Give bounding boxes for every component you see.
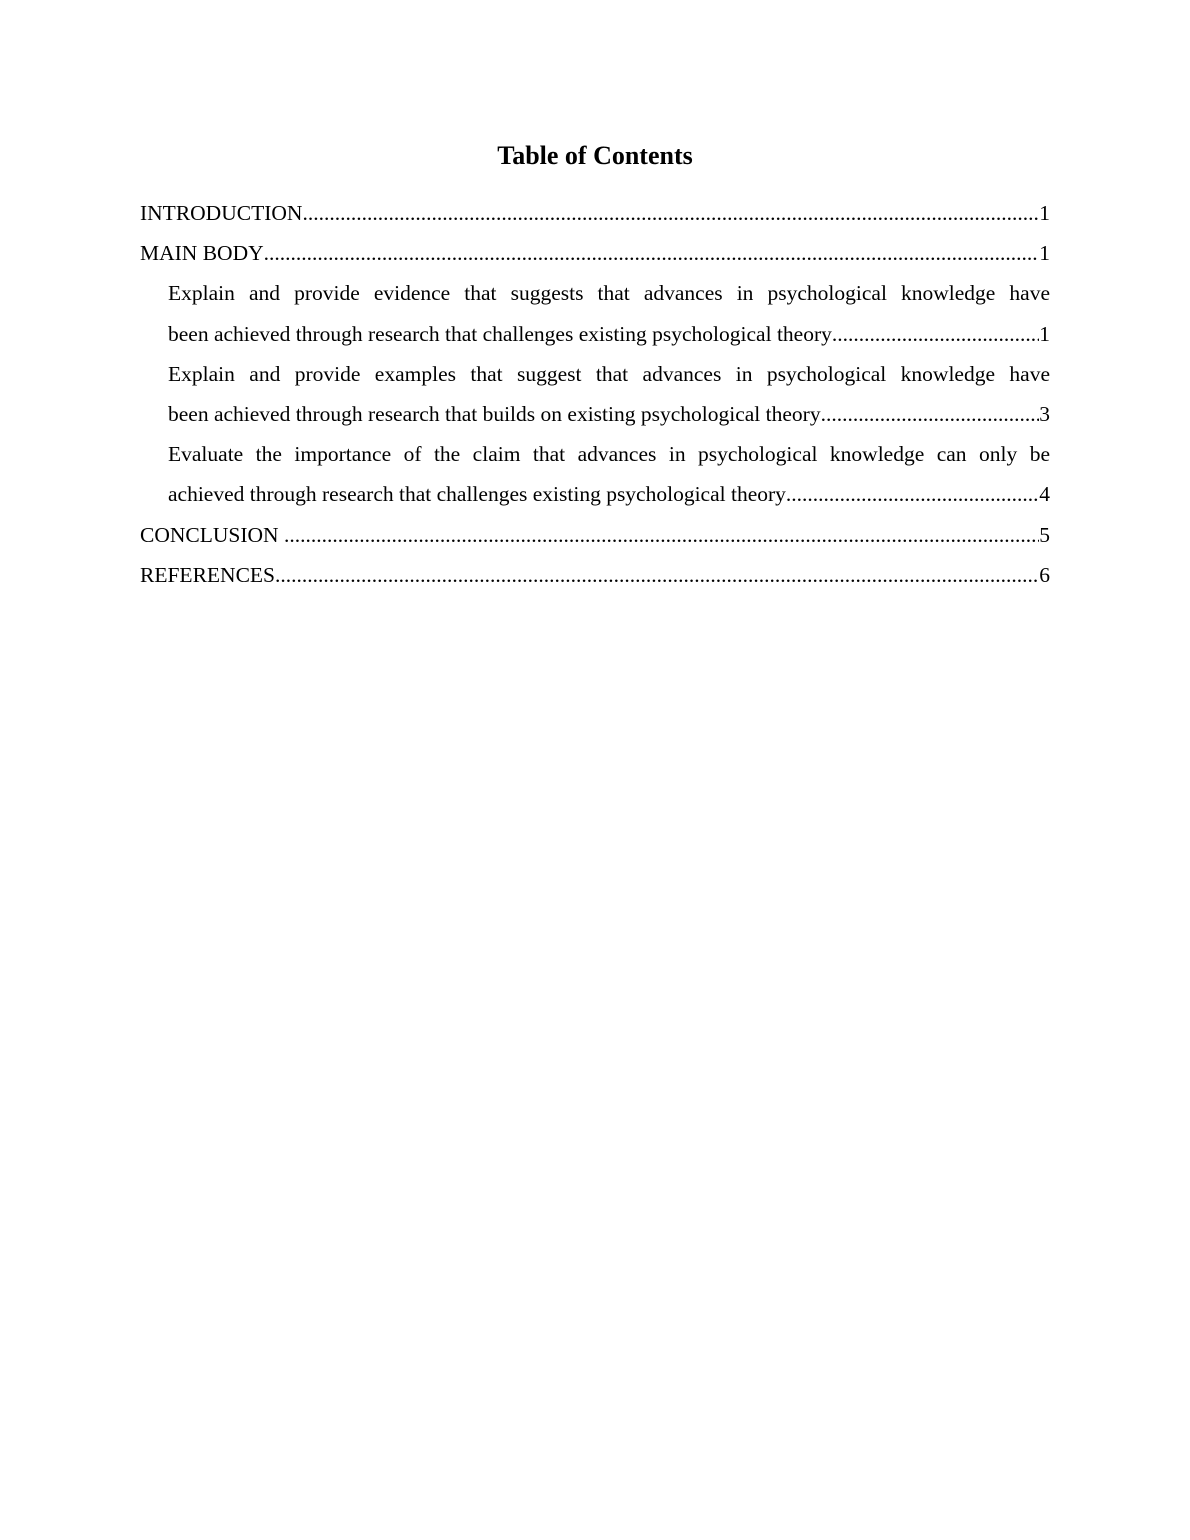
toc-entry-evaluate-claim[interactable] (140, 434, 1050, 514)
toc-entry-challenges-evidence[interactable] (140, 273, 1050, 353)
toc-line (140, 555, 1050, 595)
toc-line (168, 474, 1050, 514)
toc-line (168, 394, 1050, 434)
toc-line (168, 314, 1050, 354)
toc-list (140, 193, 1050, 595)
toc-page-number: 5 (1039, 522, 1050, 547)
toc-entry-text: CONCLUSION (140, 522, 284, 547)
toc-link-conclusion[interactable] (140, 515, 1050, 555)
toc-entry-text: REFERENCES (140, 562, 275, 587)
toc-page-number: 6 (1039, 562, 1050, 587)
toc-title: Table of Contents (497, 141, 693, 170)
toc-page-number: 1 (1039, 201, 1050, 225)
toc-dot-leader (302, 193, 1039, 233)
toc-dot-leader (786, 474, 1039, 514)
toc-dot-leader (264, 233, 1040, 273)
toc-dot-leader (284, 515, 1039, 555)
toc-line (140, 515, 1050, 555)
toc-entry-text: been achieved through research that builds on existing psychological theory (168, 402, 821, 427)
toc-page-number: 1 (1039, 321, 1050, 346)
toc-entry-introduction[interactable] (140, 193, 1050, 233)
toc-entry-text: INTRODUCTION (140, 201, 303, 225)
toc-entry-text-line1: Explain and provide examples that suggest that advances in psychological knowledge have (168, 361, 1050, 386)
toc-dot-leader (832, 314, 1039, 354)
toc-entry-text: achieved through research that challenges existing psychological theory (168, 482, 786, 507)
toc-page-number: 3 (1039, 402, 1050, 427)
toc-line (140, 193, 1050, 233)
toc-entry-text-line1: Explain and provide evidence that suggests that advances in psychological knowledge have (168, 281, 1050, 306)
toc-link-references[interactable] (140, 555, 1050, 595)
toc-entry-references[interactable] (140, 555, 1050, 595)
toc-entry-builds-examples[interactable] (140, 354, 1050, 434)
toc-line (140, 233, 1050, 273)
toc-dot-leader (275, 555, 1039, 595)
toc-page-number: 4 (1039, 482, 1050, 507)
toc-entry-main-body[interactable] (140, 233, 1050, 273)
toc-link-introduction[interactable] (140, 193, 1050, 233)
toc-entry-conclusion[interactable] (140, 515, 1050, 555)
toc-entry-text: been achieved through research that challenges existing psychological theory (168, 321, 832, 346)
toc-link-builds-examples[interactable] (168, 354, 1050, 434)
toc-entry-text-line1: Evaluate the importance of the claim that advances in psychological knowledge can only be (168, 442, 1050, 467)
toc-entry-text: MAIN BODY (140, 241, 264, 266)
toc-page-number: 1 (1039, 241, 1050, 266)
toc-link-challenges-evidence[interactable] (168, 273, 1050, 353)
toc-link-evaluate-claim[interactable] (168, 434, 1050, 514)
toc-link-main-body[interactable] (140, 233, 1050, 273)
toc-dot-leader (821, 394, 1040, 434)
